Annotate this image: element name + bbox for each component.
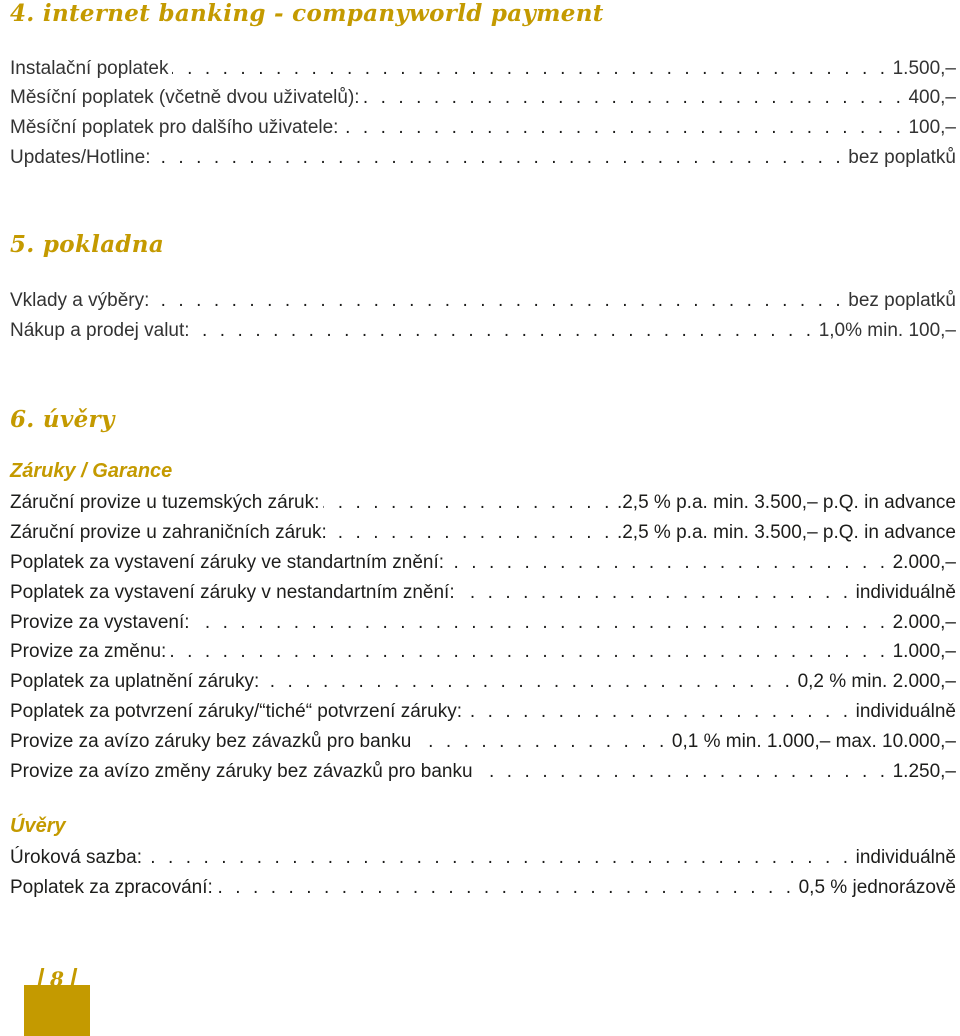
row-value: 2.000,– bbox=[892, 552, 956, 573]
row-value: 1.500,– bbox=[892, 58, 956, 79]
row-value: 1.000,– bbox=[892, 641, 956, 662]
price-row bbox=[10, 144, 956, 172]
row-value: bez poplatků bbox=[848, 147, 956, 168]
dot-leader bbox=[331, 519, 613, 547]
row-value: bez poplatků bbox=[848, 290, 956, 311]
row-value: individuálně bbox=[855, 701, 956, 722]
dot-leader bbox=[448, 549, 889, 577]
section-4-heading: 4. internet banking - companyworld payment bbox=[10, 0, 604, 27]
row-label: Instalační poplatek bbox=[10, 58, 169, 79]
row-value: individuálně bbox=[855, 582, 956, 603]
price-row bbox=[10, 638, 956, 666]
row-label: Poplatek za vystavení záruky v nestandartním znění: bbox=[10, 582, 455, 603]
row-label: Updates/Hotline: bbox=[10, 147, 151, 168]
row-label: Poplatek za potvrzení záruky/“tiché“ potvrzení záruky: bbox=[10, 701, 462, 722]
row-value: .2,5 % p.a. min. 3.500,– p.Q. in advance bbox=[616, 492, 956, 513]
dot-leader bbox=[263, 668, 793, 696]
page-number bbox=[24, 962, 90, 996]
dot-leader bbox=[170, 638, 888, 666]
row-value: individuálně bbox=[855, 847, 956, 868]
row-label: Poplatek za vystavení záruky ve standartním znění: bbox=[10, 552, 445, 573]
price-row bbox=[10, 728, 956, 756]
price-row bbox=[10, 84, 956, 112]
price-row bbox=[10, 874, 956, 902]
dot-leader bbox=[194, 609, 889, 637]
row-label: Provize za vystavení: bbox=[10, 612, 190, 633]
price-row bbox=[10, 55, 956, 83]
row-label: Měsíční poplatek (včetně dvou uživatelů): bbox=[10, 87, 360, 108]
dot-leader bbox=[364, 84, 905, 112]
row-label: Provize za avízo záruky bez závazků pro banku bbox=[10, 731, 412, 752]
row-value: 0,1 % min. 1.000,– max. 10.000,– bbox=[671, 731, 956, 752]
dot-leader bbox=[466, 698, 852, 726]
page-number-divider bbox=[37, 968, 45, 990]
row-label: Záruční provize u tuzemských záruk: bbox=[10, 492, 320, 513]
row-value: .2,5 % p.a. min. 3.500,– p.Q. in advance bbox=[616, 522, 956, 543]
price-row bbox=[10, 317, 956, 345]
dot-leader bbox=[146, 844, 852, 872]
row-value: 400,– bbox=[908, 87, 956, 108]
dot-leader bbox=[415, 728, 668, 756]
price-row bbox=[10, 668, 956, 696]
price-row bbox=[10, 549, 956, 577]
price-row bbox=[10, 287, 956, 315]
row-value: 0,5 % jednorázově bbox=[798, 877, 956, 898]
row-label: Poplatek za uplatnění záruky: bbox=[10, 671, 260, 692]
row-value: 1,0% min. 100,– bbox=[818, 320, 956, 341]
dot-leader bbox=[154, 144, 844, 172]
dot-leader bbox=[342, 114, 904, 142]
price-row bbox=[10, 579, 956, 607]
row-label: Nákup a prodej valut: bbox=[10, 320, 190, 341]
row-value: 0,2 % min. 2.000,– bbox=[797, 671, 956, 692]
row-label: Poplatek za zpracování: bbox=[10, 877, 213, 898]
dot-leader bbox=[477, 758, 889, 786]
row-value: 100,– bbox=[908, 117, 956, 138]
dot-leader bbox=[217, 874, 795, 902]
dot-leader bbox=[194, 317, 815, 345]
row-label: Úroková sazba: bbox=[10, 847, 143, 868]
price-row bbox=[10, 114, 956, 142]
row-label: Záruční provize u zahraničních záruk: bbox=[10, 522, 327, 543]
price-row bbox=[10, 758, 956, 786]
section-5-heading: 5. pokladna bbox=[10, 231, 165, 258]
row-label: Provize za avízo změny záruky bez závazků pro banku bbox=[10, 761, 473, 782]
page-number-text: 8 bbox=[50, 967, 64, 991]
price-row bbox=[10, 519, 956, 547]
dot-leader bbox=[323, 489, 613, 517]
section-6-heading: 6. úvěry bbox=[10, 406, 115, 433]
dot-leader bbox=[459, 579, 852, 607]
row-label: Měsíční poplatek pro dalšího uživatele: bbox=[10, 117, 339, 138]
price-row bbox=[10, 609, 956, 637]
row-label: Provize za změnu: bbox=[10, 641, 167, 662]
row-label: Vklady a výběry: bbox=[10, 290, 150, 311]
dot-leader bbox=[172, 55, 888, 83]
row-value: 1.250,– bbox=[892, 761, 956, 782]
price-row bbox=[10, 698, 956, 726]
page-number-divider bbox=[70, 968, 78, 990]
price-row bbox=[10, 844, 956, 872]
loans-subheading: Úvěry bbox=[10, 815, 66, 837]
guarantees-subheading: Záruky / Garance bbox=[10, 460, 173, 482]
row-value: 2.000,– bbox=[892, 612, 956, 633]
price-row bbox=[10, 489, 956, 517]
dot-leader bbox=[153, 287, 844, 315]
